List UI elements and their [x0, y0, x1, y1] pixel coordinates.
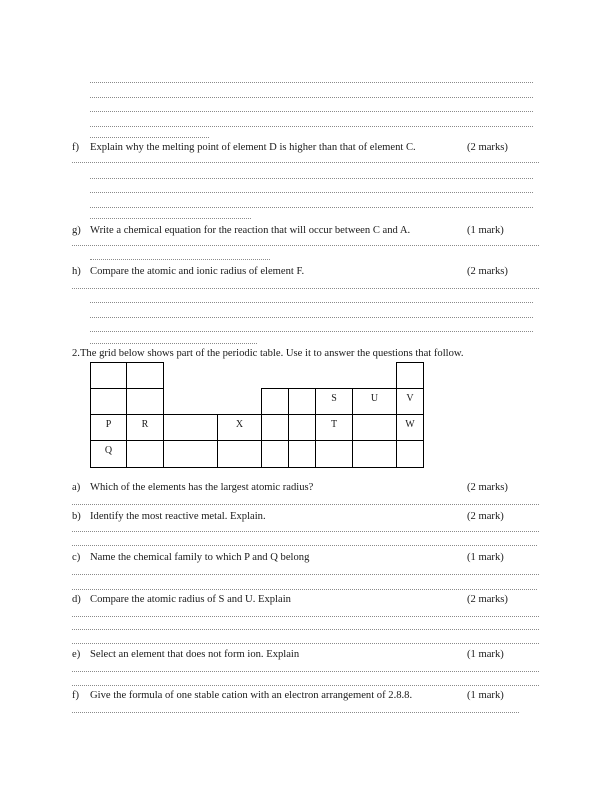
question-text: Identify the most reactive metal. Explain.: [90, 511, 266, 522]
answer-line[interactable]: [72, 685, 539, 686]
question-text: Compare the atomic and ionic radius of element F.: [90, 266, 305, 277]
grid-cell-V: V: [396, 388, 424, 415]
grid-cell-X: X: [217, 414, 262, 441]
question-text: Explain why the melting point of element D is higher than that of element C.: [90, 142, 416, 153]
answer-line[interactable]: [72, 288, 539, 289]
grid-cell-P: P: [90, 414, 127, 441]
answer-line[interactable]: [90, 302, 533, 303]
answer-line[interactable]: [72, 574, 539, 575]
answer-line[interactable]: [72, 671, 539, 672]
answer-line[interactable]: [90, 331, 533, 332]
marks-2d: (2 marks): [467, 594, 508, 605]
answer-line[interactable]: [90, 218, 251, 219]
marks-1h: (2 marks): [467, 266, 508, 277]
grid-cell: [163, 440, 218, 468]
grid-cell: [352, 414, 397, 441]
grid-cell: [288, 414, 316, 441]
grid-cell: [126, 362, 164, 389]
grid-cell: [126, 388, 164, 415]
answer-line[interactable]: [72, 712, 519, 713]
question-label: e): [72, 649, 81, 660]
question-label: h): [72, 266, 81, 277]
answer-line[interactable]: [90, 97, 533, 98]
answer-line[interactable]: [72, 643, 539, 644]
question-label: f): [72, 142, 80, 153]
grid-cell: [396, 440, 424, 468]
question-text: Compare the atomic radius of S and U. Explain: [90, 594, 291, 605]
answer-line[interactable]: [72, 162, 539, 163]
marks-2a: (2 marks): [467, 482, 508, 493]
question-2-stem: 2.The grid below shows part of the periodic table. Use it to answer the questions that follow.: [72, 348, 464, 359]
marks-2c: (1 mark): [467, 552, 504, 563]
grid-cell: [288, 440, 316, 468]
grid-cell: [90, 388, 127, 415]
grid-cell-Q: Q: [90, 440, 127, 468]
answer-line[interactable]: [90, 126, 533, 127]
grid-cell-T: T: [315, 414, 353, 441]
grid-cell: [261, 388, 289, 415]
marks-2b: (2 mark): [467, 511, 504, 522]
grid-cell: [126, 440, 164, 468]
marks-2f: (1 mark): [467, 690, 504, 701]
grid-cell: [163, 414, 218, 441]
answer-line[interactable]: [90, 111, 533, 112]
question-label: d): [72, 594, 81, 605]
answer-line[interactable]: [72, 629, 539, 630]
question-label: a): [72, 482, 81, 493]
grid-cell: [90, 362, 127, 389]
answer-line[interactable]: [90, 82, 533, 83]
answer-line[interactable]: [72, 504, 539, 505]
question-label: g): [72, 225, 81, 236]
grid-cell-R: R: [126, 414, 164, 441]
grid-cell: [396, 362, 424, 389]
answer-line[interactable]: [72, 616, 539, 617]
answer-line[interactable]: [90, 317, 533, 318]
answer-line[interactable]: [72, 589, 537, 590]
grid-cell-U: U: [352, 388, 397, 415]
grid-cell-W: W: [396, 414, 424, 441]
answer-line[interactable]: [90, 178, 533, 179]
question-label: b): [72, 511, 81, 522]
grid-cell-S: S: [315, 388, 353, 415]
grid-cell: [315, 440, 353, 468]
question-text: Write a chemical equation for the reaction that will occur between C and A.: [90, 225, 411, 236]
marks-1g: (1 mark): [467, 225, 504, 236]
marks-1f: (2 marks): [467, 142, 508, 153]
grid-cell: [352, 440, 397, 468]
question-text: Select an element that does not form ion. Explain: [90, 649, 300, 660]
answer-line[interactable]: [72, 245, 539, 246]
question-label: c): [72, 552, 81, 563]
grid-cell: [261, 414, 289, 441]
answer-line[interactable]: [90, 192, 533, 193]
answer-line[interactable]: [72, 531, 539, 532]
marks-2e: (1 mark): [467, 649, 504, 660]
question-label: f): [72, 690, 80, 701]
question-text: Name the chemical family to which P and Q belong: [90, 552, 310, 563]
answer-line[interactable]: [90, 207, 533, 208]
grid-cell: [261, 440, 289, 468]
answer-line[interactable]: [90, 259, 270, 260]
answer-line[interactable]: [90, 137, 209, 138]
question-text: Give the formula of one stable cation with an electron arrangement of 2.8.8.: [90, 690, 413, 701]
answer-line[interactable]: [90, 343, 257, 344]
question-text: Which of the elements has the largest atomic radius?: [90, 482, 314, 493]
grid-cell: [288, 388, 316, 415]
grid-cell: [217, 440, 262, 468]
answer-line[interactable]: [72, 545, 537, 546]
